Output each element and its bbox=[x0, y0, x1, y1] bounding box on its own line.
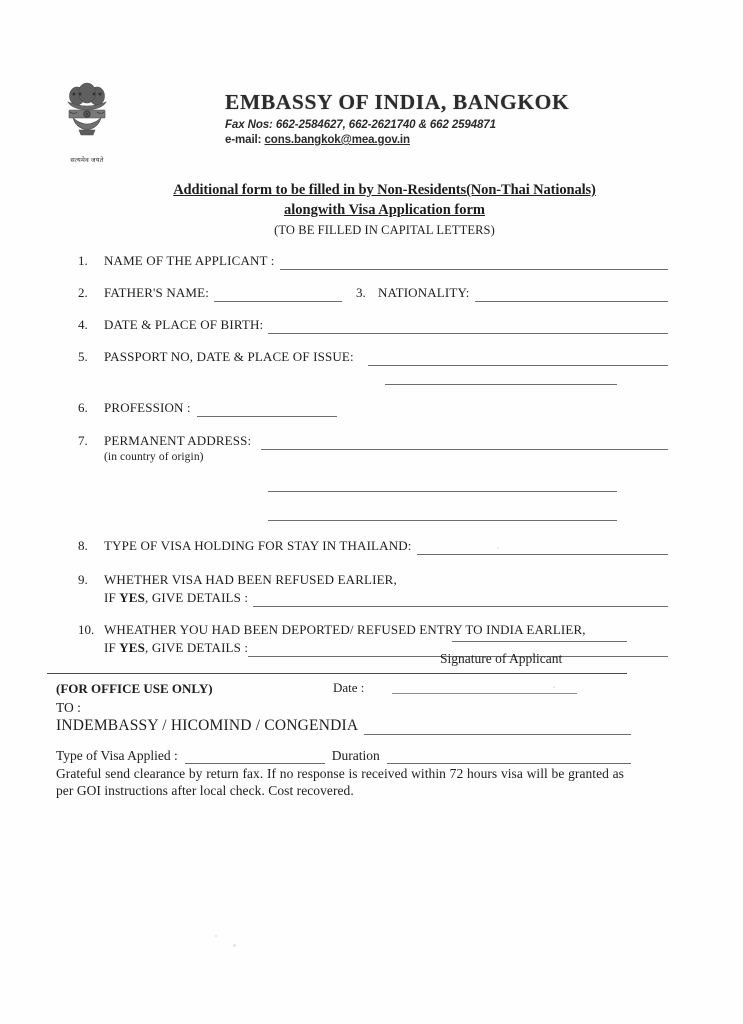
duration-input[interactable] bbox=[387, 749, 631, 764]
section-divider bbox=[47, 673, 627, 674]
item-number: 1. bbox=[78, 253, 88, 268]
profession-input[interactable] bbox=[197, 403, 337, 417]
nationality-input[interactable] bbox=[475, 288, 668, 302]
scan-speckle bbox=[233, 944, 236, 947]
visa-applied-label: Type of Visa Applied : bbox=[56, 748, 178, 763]
yes-emphasis: YES bbox=[119, 640, 146, 655]
item-label: TYPE OF VISA HOLDING FOR STAY IN THAILAND: bbox=[104, 538, 412, 553]
visa-type-thailand-input[interactable] bbox=[417, 541, 668, 555]
permanent-address-note: (in country of origin) bbox=[104, 451, 204, 463]
item-label: DATE & PLACE OF BIRTH: bbox=[104, 317, 264, 332]
form-body bbox=[78, 252, 668, 657]
form-row-visa-refused bbox=[78, 571, 668, 589]
form-row-visa-type-thailand bbox=[78, 537, 668, 555]
item-label: NAME OF THE APPLICANT : bbox=[104, 253, 275, 268]
item-number: 6. bbox=[78, 400, 88, 415]
permanent-address-input[interactable] bbox=[261, 436, 668, 450]
emblem-motto: सत्यमेव जयते bbox=[70, 157, 104, 164]
recipients-row bbox=[56, 717, 631, 735]
email-address[interactable]: cons.bangkok@mea.gov.in bbox=[264, 134, 410, 146]
office-use-heading: (FOR OFFICE USE ONLY) bbox=[56, 681, 213, 696]
date-place-of-birth-input[interactable] bbox=[268, 320, 668, 334]
item-number: 3. bbox=[355, 285, 366, 300]
to-label: TO : bbox=[56, 700, 81, 715]
visa-applied-input[interactable] bbox=[185, 749, 325, 764]
permanent-address-input-line2[interactable] bbox=[268, 479, 617, 492]
duration-label: Duration bbox=[331, 748, 380, 763]
item-number: 9. bbox=[78, 572, 88, 587]
recipients-input[interactable] bbox=[364, 719, 631, 735]
office-date-label: Date : bbox=[333, 680, 365, 695]
item-label: PROFESSION : bbox=[104, 400, 191, 415]
scan-speckle bbox=[215, 935, 217, 937]
item-label-line2: IF YES, GIVE DETAILS : bbox=[104, 590, 249, 605]
form-row-permanent-address bbox=[78, 432, 668, 450]
signature-line[interactable] bbox=[452, 641, 627, 642]
recipients-label: INDEMBASSY / HICOMIND / CONGENDIA bbox=[56, 717, 359, 734]
form-subtitle bbox=[0, 182, 743, 238]
passport-details-input[interactable] bbox=[368, 352, 668, 366]
fathers-name-input[interactable] bbox=[214, 288, 342, 302]
name-of-applicant-input[interactable] bbox=[280, 256, 668, 270]
item-label: PASSPORT NO, DATE & PLACE OF ISSUE: bbox=[104, 349, 354, 364]
item-label-line2: IF YES, GIVE DETAILS : bbox=[104, 640, 249, 655]
item-number: 7. bbox=[78, 433, 88, 448]
item-number: 10. bbox=[78, 622, 95, 637]
subtitle-line-1: Additional form to be filled in by Non-Residents(Non-Thai Nationals) bbox=[173, 182, 596, 198]
form-row-profession bbox=[78, 399, 668, 417]
subtitle-line-3: (TO BE FILLED IN CAPITAL LETTERS) bbox=[274, 223, 495, 237]
form-row-dob bbox=[78, 316, 668, 334]
item-label: NATIONALITY: bbox=[377, 285, 470, 300]
passport-details-input-line2[interactable] bbox=[385, 372, 617, 385]
header-title-block bbox=[225, 90, 645, 146]
form-row-name bbox=[78, 252, 668, 270]
fax-numbers: 662-2584627, 662-2621740 & 662 2594871 bbox=[275, 119, 496, 131]
visa-refused-details-input[interactable] bbox=[253, 593, 668, 607]
form-row-father-nationality bbox=[78, 284, 668, 302]
form-row-deported bbox=[78, 621, 668, 639]
lion-capital-icon bbox=[61, 82, 113, 154]
item-label: WHETHER VISA HAD BEEN REFUSED EARLIER, bbox=[104, 572, 397, 587]
embassy-title: EMBASSY OF INDIA, BANGKOK bbox=[225, 90, 570, 114]
item-label: WHEATHER YOU HAD BEEN DEPORTED/ REFUSED ENTRY TO INDIA EARLIER, bbox=[104, 622, 586, 637]
item-label: PERMANENT ADDRESS: bbox=[104, 433, 252, 448]
signature-label: Signature of Applicant bbox=[440, 651, 563, 666]
visa-applied-row bbox=[56, 748, 631, 764]
item-label: FATHER'S NAME: bbox=[104, 285, 209, 300]
yes-emphasis: YES bbox=[119, 590, 146, 605]
email-label: e-mail: bbox=[225, 134, 262, 146]
office-use-section bbox=[56, 680, 631, 799]
email-line bbox=[225, 134, 645, 146]
form-row-visa-refused-details bbox=[104, 589, 668, 607]
item-number: 4. bbox=[78, 317, 88, 332]
item-number: 8. bbox=[78, 538, 88, 553]
permanent-address-input-line3[interactable] bbox=[268, 508, 617, 521]
form-row-passport bbox=[78, 348, 668, 366]
item-number: 5. bbox=[78, 349, 88, 364]
office-instructions-paragraph: Grateful send clearance by return fax. If no response is received within 72 hours visa will be granted as per GOI instructions after local check. Cost recovered. bbox=[56, 766, 624, 798]
fax-line bbox=[225, 119, 645, 131]
item-number: 2. bbox=[78, 285, 88, 300]
india-emblem bbox=[58, 82, 116, 164]
subtitle-line-2: alongwith Visa Application form bbox=[283, 202, 485, 218]
fax-label: Fax Nos: bbox=[225, 119, 273, 131]
office-date-input[interactable] bbox=[392, 693, 577, 694]
